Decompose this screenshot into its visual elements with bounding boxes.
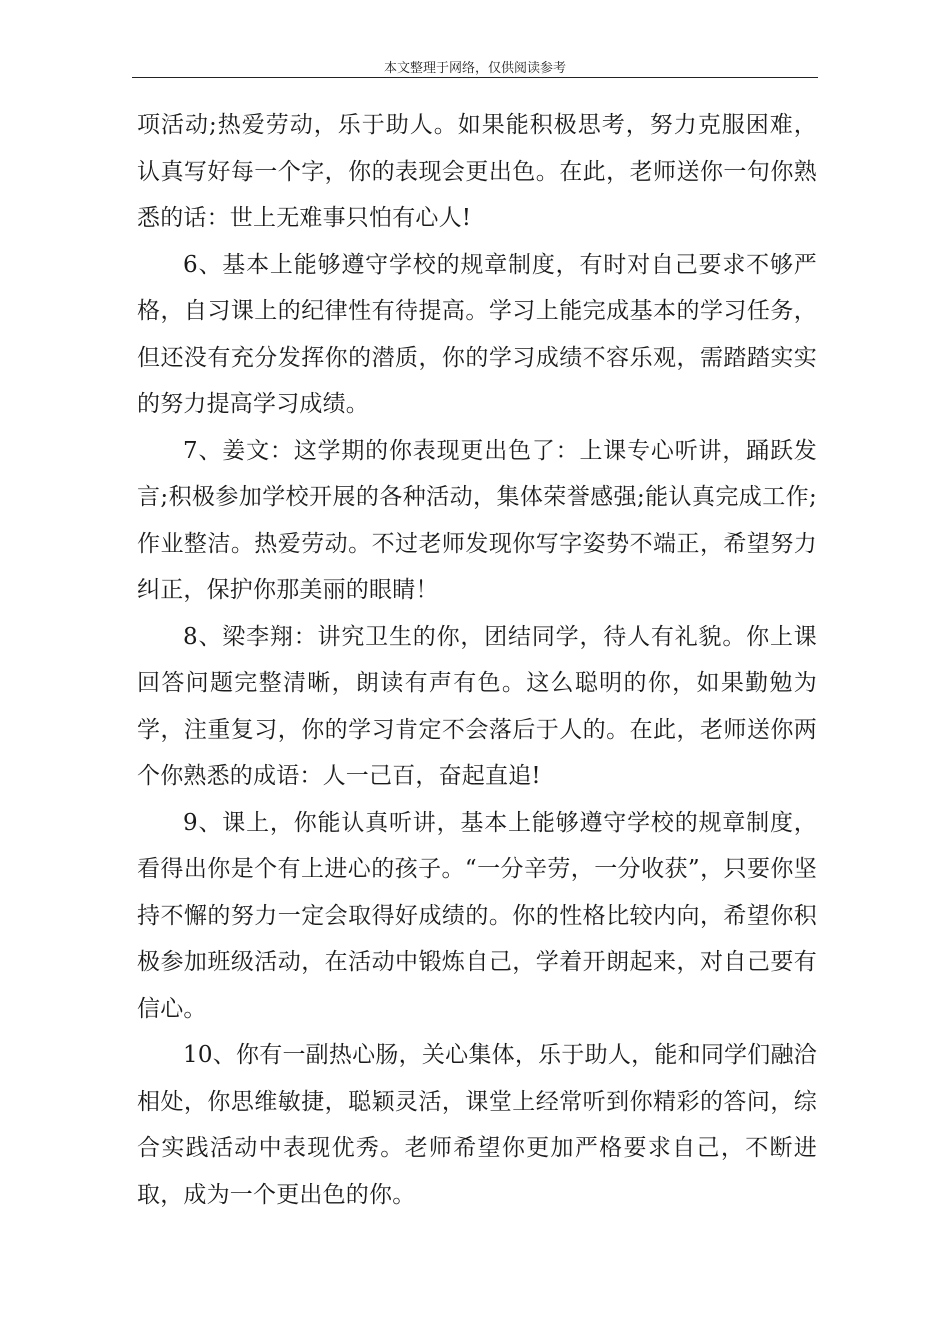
paragraph-item-8: 8、梁李翔：讲究卫生的你，团结同学，待人有礼貌。你上课回答问题完整清晰，朗读有声有色。这么聪明的你，如果勤勉为学，注重复习，你的学习肯定不会落后于人的。在此，老师送你两个你熟悉的成语：人一己百，奋起直追! [137, 623, 817, 789]
paragraph-continuation: 项活动;热爱劳动，乐于助人。如果能积极思考，努力克服困难，认真写好每一个字，你的表现会更出色。在此，老师送你一句你熟悉的话：世上无难事只怕有心人! [137, 112, 817, 231]
document-body [137, 102, 817, 1218]
page-header [132, 60, 818, 78]
paragraph-item-9: 9、课上，你能认真听讲，基本上能够遵守学校的规章制度，看得出你是个有上进心的孩子。“一分辛劳，一分收获”，只要你坚持不懈的努力一定会取得好成绩的。你的性格比较内向，希望你积极参加班级活动，在活动中锻炼自己，学着开朗起来，对自己要有信心。 [137, 809, 817, 1022]
header-text: 本文整理于网络，仅供阅读参考 [383, 61, 566, 76]
paragraph-item-10: 10、你有一副热心肠，关心集体，乐于助人，能和同学们融洽相处，你思维敏捷，聪颖灵活，课堂上经常听到你精彩的答问，综合实践活动中表现优秀。老师希望你更加严格要求自己，不断进取，成为一个更出色的你。 [137, 1042, 817, 1208]
paragraph-item-6: 6、基本上能够遵守学校的规章制度，有时对自己要求不够严格，自习课上的纪律性有待提高。学习上能完成基本的学习任务，但还没有充分发挥你的潜质，你的学习成绩不容乐观，需踏踏实实的努力提高学习成绩。 [137, 251, 817, 417]
paragraph-item-7: 7、姜文：这学期的你表现更出色了：上课专心听讲，踊跃发言;积极参加学校开展的各种活动，集体荣誉感强;能认真完成工作;作业整洁。热爱劳动。不过老师发现你写字姿势不端正，希望努力纠正，保护你那美丽的眼睛！ [137, 437, 817, 603]
